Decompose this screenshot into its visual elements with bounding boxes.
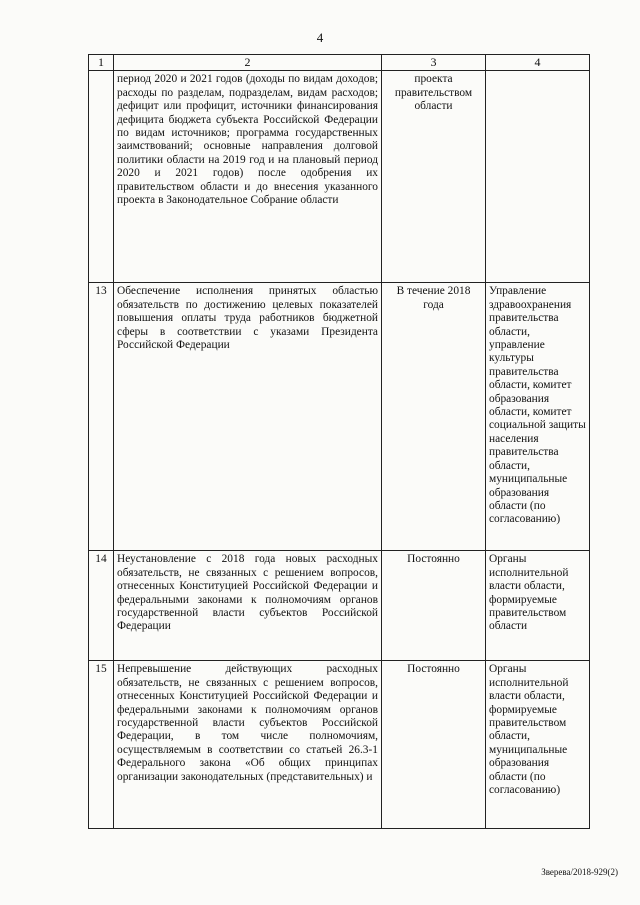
measure-description: Обеспечение исполнения принятых областью обязательств по достижению целевых показателей повышения оплаты труда работников бюджетной сферы в соответствии с указами Президента Российской Федерации xyxy=(114,283,382,551)
measure-responsible xyxy=(486,71,590,283)
row-number: 13 xyxy=(89,283,114,551)
measures-table xyxy=(88,54,590,829)
page-number: 4 xyxy=(316,30,324,45)
measure-responsible: Органы исполнительной власти области, формируемые правительством области xyxy=(486,551,590,661)
column-header: 4 xyxy=(486,55,590,71)
column-header: 3 xyxy=(382,55,486,71)
measure-description: Непревышение действующих расходных обязательств, не связанных с решением вопросов, отнесенных Конституцией Российской Федерации и федеральными законами к полномочиям органов государственной власти субъектов Российской Федерации, в том числе полномочиям, осуществляемым в соответствии со статьей 26.3-1 Федерального закона «Об общих принципах организации законодательных (представительных) и xyxy=(114,661,382,829)
table-header-row xyxy=(89,55,590,71)
row-number: 15 xyxy=(89,661,114,829)
row-number xyxy=(89,71,114,283)
table-row xyxy=(89,661,590,829)
column-header: 2 xyxy=(114,55,382,71)
measure-responsible: Управление здравоохранения правительства области, управление культуры правительства области, комитет образования области, комитет социальной защиты населения правительства области, муниципальные образования области (по согласованию) xyxy=(486,283,590,551)
measure-responsible: Органы исполнительной власти области, формируемые правительством области, муниципальные образования области (по согласованию) xyxy=(486,661,590,829)
table-row xyxy=(89,551,590,661)
table-row xyxy=(89,71,590,283)
table-row xyxy=(89,283,590,551)
row-number: 14 xyxy=(89,551,114,661)
measure-description: Неустановление с 2018 года новых расходных обязательств, не связанных с решением вопросов, отнесенных Конституцией Российской Федерации и федеральными законами к полномочиям органов государственной власти субъектов Российской Федерации xyxy=(114,551,382,661)
measure-term: В течение 2018 года xyxy=(382,283,486,551)
measure-term: Постоянно xyxy=(382,551,486,661)
measure-description: период 2020 и 2021 годов (доходы по видам доходов; расходы по разделам, подразделам, видам расходов; дефицит или профицит, источники финансирования дефицита бюджета субъекта Российской Федерации по видам источников; программа государственных заимствований; основные направления долговой политики области на 2019 год и на плановый период 2020 и 2021 годов) после одобрения их правительством области и до внесения указанного проекта в Законодательное Собрание области xyxy=(114,71,382,283)
measure-term: Постоянно xyxy=(382,661,486,829)
document-code: Зверева/2018-929(2) xyxy=(541,867,618,877)
measure-term: проекта правительством области xyxy=(382,71,486,283)
column-header: 1 xyxy=(89,55,114,71)
